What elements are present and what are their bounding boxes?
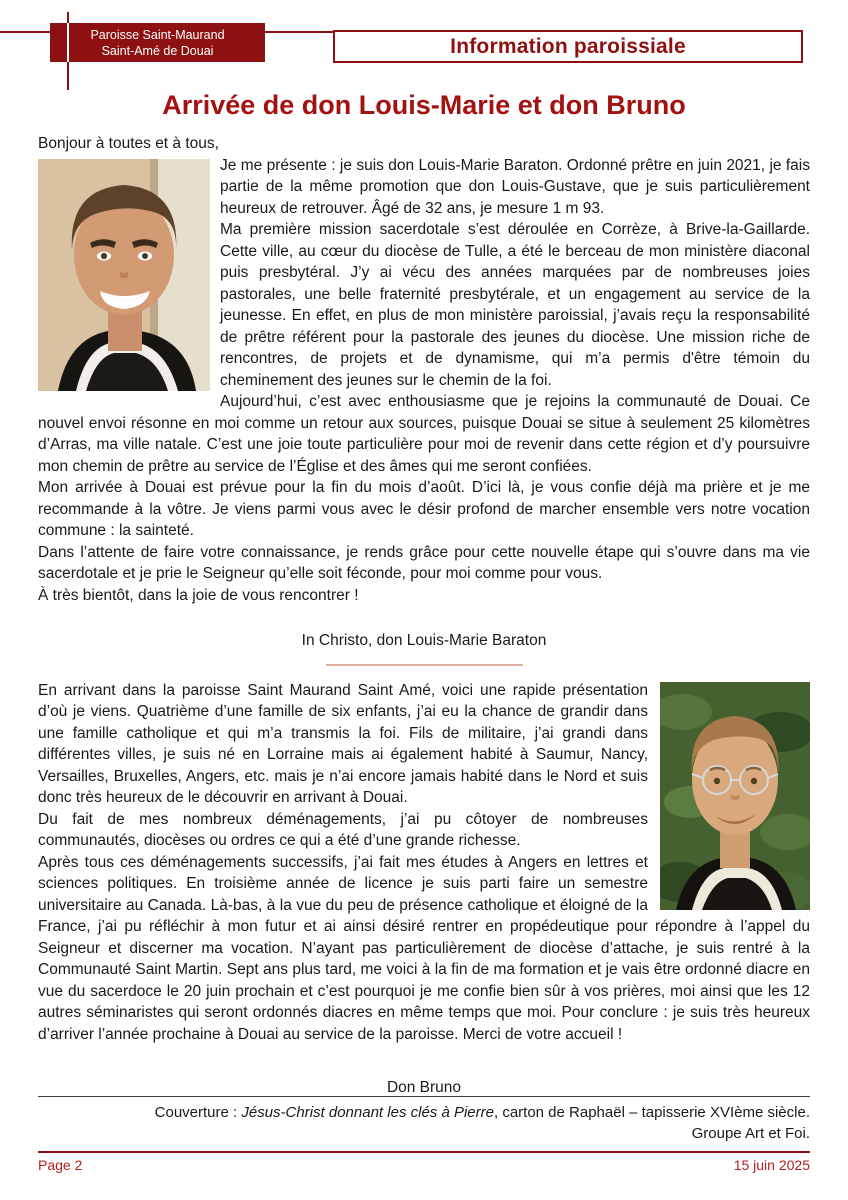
- signature-bruno: Don Bruno: [386, 1079, 462, 1096]
- footer-row: [38, 1157, 810, 1173]
- photo-don-bruno-graphic: [660, 682, 810, 910]
- header-rule-mid: [263, 31, 335, 33]
- paragraph: Je me présente : je suis don Louis-Marie Baraton. Ordonné prêtre en juin 2021, je fais partie de la même promotion que don Louis-Gustave, que je suis particulièrement heureux de retrouver. Âgé de 32 ans, je mesure 1 m 93.: [220, 156, 810, 217]
- paragraph: Aujourd’hui, c’est avec enthousiasme que je rejoins la communauté de Douai. Ce nouvel envoi résonne en moi comme un retour aux sources, puisque Douai se situe à seulement 25 kilomètres d’Arras, ma ville natale. C’est une joie toute particulière pour moi de revenir dans cette région et d’y poursuivre mon chemin de prêtre au service de l’Église et des âmes qui me seront confiées.: [38, 393, 810, 475]
- paragraph: Du fait de mes nombreux déménagements, j’ai pu côtoyer de nombreuses communautés, diocèses ou ordres ce qui a été d’une grande richesse.: [38, 810, 648, 849]
- section-divider: [326, 664, 523, 666]
- paragraph: Après tous ces déménagements successifs, j’ai fait mes études à Angers en lettres et sciences politiques. En troisième année de licence je suis parti faire un semestre universitaire au Canada. Là-bas, à la vue du peu de présence catholique et éloigné de la France, j’ai pu réfléchir à mon futur et ai ainsi désiré rentrer en propédeutique pour répondre à l’appel du Seigneur et discerner ma vocation. N’ayant pas particulièrement de diocèse d’attache, je suis rentré à la Communauté Saint Martin. Sept ans plus tard, me voici à la fin de ma formation et je vais être ordonné diacre en vue du sacerdoce le 20 juin prochain et c’est pourquoi je me confie bien sûr à vos prières, moi ainsi que les 12 autres séminaristes qui seront ordonnés diacres en même temps que moi. Pour conclure : je suis très heureux d’arriver l’année prochaine à Douai au service de la paroisse. Merci de votre accueil !: [38, 853, 810, 1043]
- paragraph: À très bientôt, dans la joie de vous rencontrer !: [38, 586, 359, 604]
- cover-credit-line2: Groupe Art et Foi.: [691, 1125, 810, 1142]
- footer-date: 15 juin 2025: [733, 1157, 810, 1173]
- signature-louis-marie: In Christo, don Louis-Marie Baraton: [301, 632, 547, 649]
- banner-box: [333, 30, 803, 63]
- parish-name-line2: Saint-Amé de Douai: [101, 44, 214, 58]
- page-number: Page 2: [38, 1157, 83, 1173]
- parish-box-cross-line: [67, 23, 69, 62]
- cover-credit-title: Jésus-Christ donnant les clés à Pierre: [241, 1104, 494, 1121]
- cover-credit-line1: [38, 1102, 810, 1123]
- article-bruno: [38, 680, 810, 1099]
- banner-title: Information paroissiale: [450, 34, 686, 58]
- footer-red-rule: [38, 1151, 810, 1153]
- footer-thin-rule: [38, 1096, 810, 1097]
- greeting-line: Bonjour à toutes et à tous,: [38, 135, 219, 152]
- parish-name-line1: Paroisse Saint-Maurand: [90, 28, 225, 42]
- page-title: Arrivée de don Louis-Marie et don Bruno: [162, 90, 686, 120]
- cover-credit-prefix: Couverture :: [154, 1104, 242, 1121]
- paragraph: Ma première mission sacerdotale s’est déroulée en Corrèze, à Brive-la-Gaillarde. Cette ville, au cœur du diocèse de Tulle, a été le berceau de mon ministère diaconal puis presbytéral. J’y ai vécu des années marquées par de nombreuses joies pastorales, une belle fraternité presbytérale, et un engagement au service de la jeunesse. En effet, en plus de mon ministère paroissial, j’avais reçu la responsabilité de prêtre référent pour la pastorale des jeunes du diocèse. Une mission riche de rencontres, de projets et de dynamisme, qui m’a permis d'être témoin du cheminement des jeunes sur le chemin de la foi.: [220, 221, 810, 389]
- paragraph: En arrivant dans la paroisse Saint Maurand Saint Amé, voici une rapide présentation d’où je viens. Quatrième d’une famille de six enfants, j’ai eu la chance de grandir dans une famille catholique et qui m’a transmis la foi. Fils de militaire, j’ai grandi dans différentes villes, je suis né en Lorraine mais ai également habité à Saumur, Nancy, Versailles, Bruxelles, Angers, etc. mais je n’ai encore jamais habité dans le Nord et suis donc très heureux de le découvrir en arrivant à Douai.: [38, 681, 648, 806]
- photo-don-louis-marie-graphic: [38, 159, 210, 391]
- photo-don-bruno: [660, 682, 810, 910]
- parish-name-box: [50, 23, 265, 62]
- paragraph: Dans l’attente de faire votre connaissance, je rends grâce pour cette nouvelle étape qui s’ouvre dans ma vie sacerdotale et je prie le Seigneur qu’elle soit féconde, pour moi comme pour vous.: [38, 543, 810, 582]
- paragraph: Mon arrivée à Douai est prévue pour la fin du mois d’août. D’ici là, je vous confie déjà ma prière et je me recommande à la vôtre. Je viens parmi vous avec le désir profond de marcher ensemble vers notre vocation commune : la sainteté.: [38, 479, 810, 539]
- article-body: [38, 133, 810, 1099]
- header-rule-left: [0, 31, 50, 33]
- cover-credit: [38, 1102, 810, 1144]
- cover-credit-suffix: , carton de Raphaël – tapisserie XVIème siècle.: [493, 1104, 810, 1121]
- photo-don-louis-marie: [38, 159, 210, 391]
